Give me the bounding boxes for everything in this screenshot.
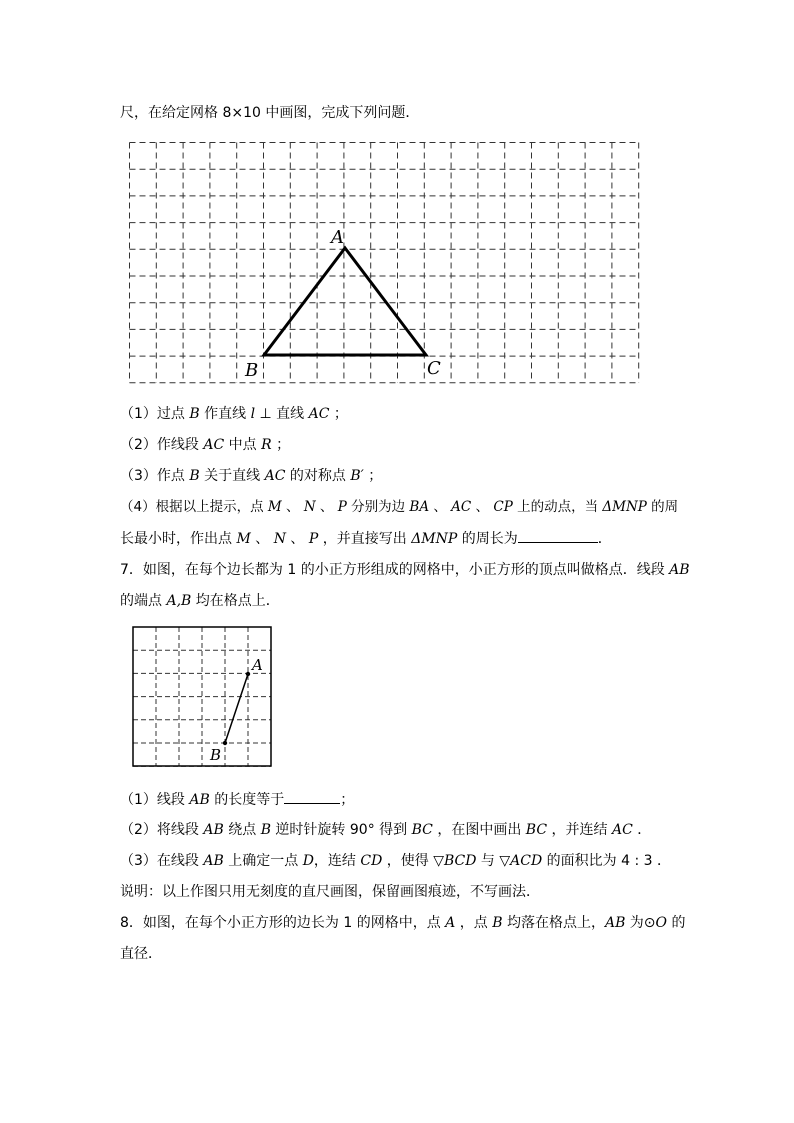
var-ac: AC: [308, 406, 330, 422]
var-b: B: [189, 468, 200, 484]
var-ab: AB: [203, 822, 224, 838]
var-ba: BA: [409, 499, 430, 515]
var-p: P: [337, 499, 347, 515]
text: ⊥ 直线: [255, 406, 309, 422]
label-c: C: [427, 358, 441, 379]
sep: 、: [315, 499, 338, 515]
var-triangle-bcd: ▽BCD: [433, 853, 477, 869]
q7-part-1: [120, 789, 354, 810]
text: 长最小时，作出点: [120, 531, 237, 547]
var-cd: CD: [360, 853, 383, 869]
text: ，使得: [382, 853, 434, 869]
q6-part-4-line-2: [120, 528, 612, 549]
var-b: B: [189, 406, 200, 422]
var-ac: AC: [203, 437, 225, 453]
text: 根据以上提示，点: [155, 499, 268, 515]
answer-blank: [518, 528, 598, 543]
text: 说明：以上作图只用无刻度的直尺画图，保留画图痕迹，不写画法．: [120, 884, 540, 900]
sep: 、: [250, 531, 274, 547]
var-r: R: [261, 437, 272, 453]
var-p: P: [308, 531, 319, 547]
text: 作点: [156, 468, 190, 484]
text: 在线段: [156, 853, 204, 869]
figure-grid-segment: [0, 600, 794, 780]
part-number: （3）: [120, 468, 157, 484]
q6-part-2: [120, 435, 290, 455]
var-triangle-mnp: ΔMNP: [411, 531, 458, 547]
text: 过点: [156, 406, 190, 422]
text: 将线段: [156, 822, 204, 838]
label-b: B: [245, 360, 259, 381]
text: 均在格点上．: [191, 593, 280, 609]
q6-part-4-line-1: [120, 497, 678, 517]
text: ，并连结: [547, 822, 612, 838]
figure-grid-triangle: [0, 0, 794, 400]
text: 的周长为: [457, 531, 518, 547]
var-cp: CP: [493, 499, 513, 515]
text: 为⊙: [625, 915, 656, 931]
part-number: （1）: [120, 792, 157, 808]
var-triangle-mnp: ΔMNP: [602, 499, 647, 515]
var-b: B: [260, 822, 271, 838]
var-ab: AB: [203, 853, 224, 869]
var-n: N: [273, 531, 286, 547]
point-b: [223, 741, 227, 745]
text: ．: [597, 531, 612, 547]
text: 均落在格点上，: [502, 915, 605, 931]
var-ac: AC: [264, 468, 286, 484]
var-b-prime: B′: [350, 468, 364, 484]
var-triangle-acd: ▽ACD: [499, 853, 543, 869]
grid-size: 8×10: [222, 105, 261, 121]
answer-blank: [284, 789, 340, 804]
q7-part-3: [120, 851, 671, 871]
text: ，在图中画出: [432, 822, 526, 838]
text: 的面积比为 4 : 3 ．: [542, 853, 672, 869]
q8-line-2: [120, 944, 162, 964]
text: 作直线: [199, 406, 251, 422]
var-bc: BC: [411, 822, 433, 838]
text: ．: [632, 822, 652, 838]
text: 关于直线: [199, 468, 265, 484]
part-number: （4）: [120, 499, 156, 515]
dashed-grid: [133, 627, 271, 766]
text: ，连结: [313, 853, 361, 869]
var-o: O: [655, 915, 668, 931]
q6-part-3: [120, 466, 382, 486]
var-n: N: [303, 499, 316, 515]
text: 的长度等于: [209, 792, 285, 808]
segment-ab: [225, 674, 248, 743]
var-a-b: A,B: [166, 593, 192, 609]
text: 与: [476, 853, 500, 869]
text: 中点: [224, 437, 262, 453]
text: ，点: [455, 915, 493, 931]
part-number: （1）: [120, 406, 157, 422]
text: 上确定一点: [223, 853, 303, 869]
var-ac: AC: [611, 822, 633, 838]
var-a: A: [445, 915, 456, 931]
text: ；: [363, 468, 383, 484]
sep: 、: [471, 499, 494, 515]
var-ab: AB: [189, 792, 210, 808]
dashed-grid: [130, 143, 639, 383]
text: 7．如图，在每个边长都为 1 的小正方形组成的网格中，小正方形的顶点叫做格点．线段: [120, 562, 670, 578]
text: ；: [340, 792, 355, 808]
text: 的: [667, 915, 686, 931]
intro-text-1: 尺，在给定网格: [120, 105, 223, 121]
triangle-abc: [264, 248, 426, 355]
q7-line-1: [120, 560, 690, 580]
part-number: （2）: [120, 822, 157, 838]
text: 的端点: [120, 593, 167, 609]
var-bc: BC: [525, 822, 548, 838]
part-number: （2）: [120, 437, 157, 453]
text: 直径．: [120, 946, 162, 962]
q8-line-1: [120, 913, 685, 933]
var-m: M: [267, 499, 282, 515]
var-d: D: [302, 853, 314, 869]
sep: 、: [285, 531, 309, 547]
label-a: A: [252, 656, 263, 674]
var-m: M: [236, 531, 251, 547]
intro-text-2: 中画图，完成下列问题．: [260, 105, 420, 121]
part-number: （3）: [120, 853, 157, 869]
text: ；: [329, 406, 348, 422]
text: 分别为边: [346, 499, 410, 515]
text: ，并直接写出: [318, 531, 412, 547]
text: 8．如图，在每个小正方形的边长为 1 的网格中，点: [120, 915, 446, 931]
var-ab: AB: [604, 915, 626, 931]
var-l: l: [250, 406, 256, 422]
label-a: A: [331, 227, 344, 248]
q6-part-1: [120, 404, 348, 424]
var-ac: AC: [451, 499, 472, 515]
sep: 、: [281, 499, 304, 515]
text: 绕点: [223, 822, 261, 838]
label-b: B: [210, 746, 222, 764]
text: 的对称点: [285, 468, 351, 484]
text: 作线段: [156, 437, 204, 453]
text: 的周: [646, 499, 679, 515]
text: ；: [271, 437, 291, 453]
q7-part-2: [120, 820, 651, 840]
var-ab: AB: [669, 562, 690, 578]
text: 线段: [156, 792, 190, 808]
q7-note: [120, 882, 540, 902]
point-a: [246, 672, 250, 676]
text: 逆时针旋转 90° 得到: [270, 822, 412, 838]
sep: 、: [429, 499, 452, 515]
var-b: B: [492, 915, 503, 931]
text: 上的动点，当: [512, 499, 603, 515]
